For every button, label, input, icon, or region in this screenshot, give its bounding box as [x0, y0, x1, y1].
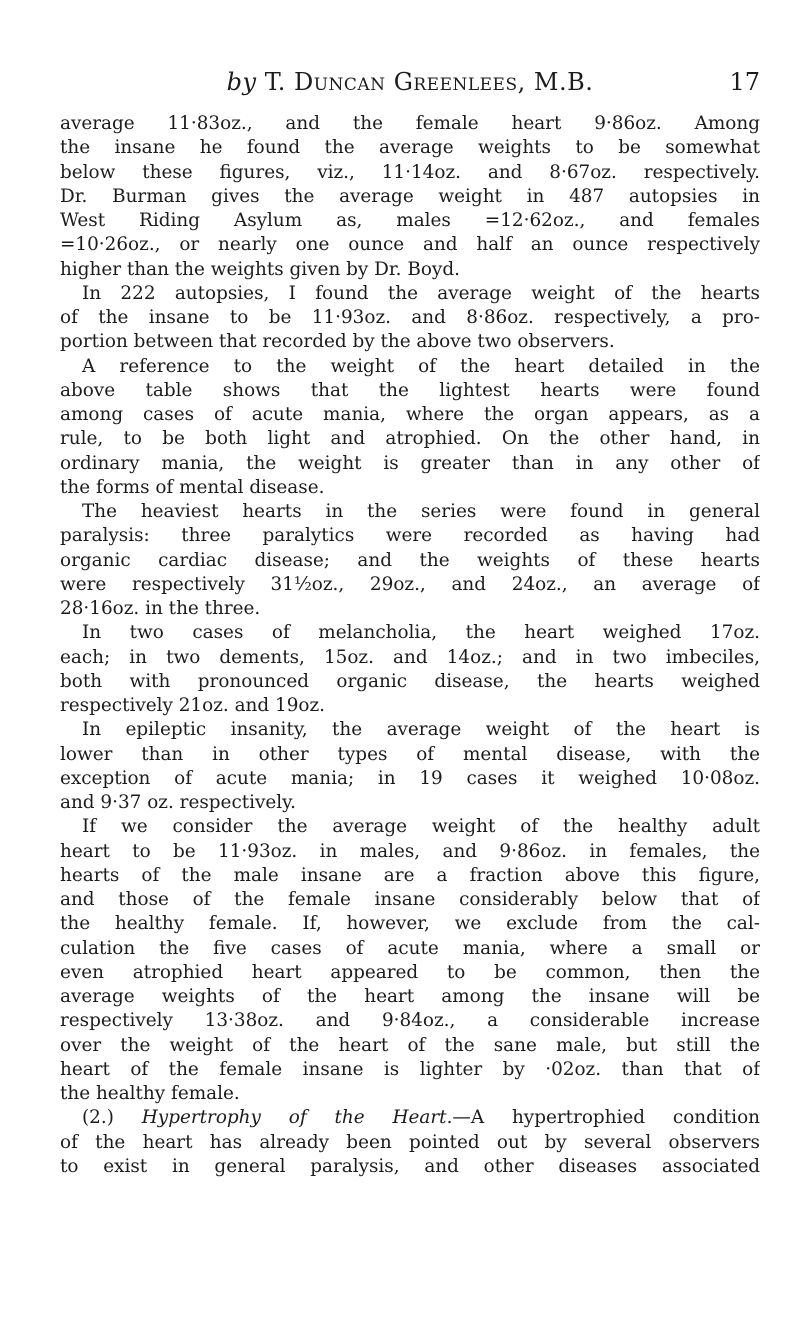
- header-title: [60, 68, 760, 96]
- header-author: T. Duncan Greenlees, M.B.: [264, 68, 594, 96]
- text-line: portion between that recorded by the above two observers.: [60, 331, 615, 353]
- text-line: even atrophied heart appeared to be common, then the: [60, 961, 760, 983]
- text-line: In two cases of melancholia, the heart weighed 17oz.: [82, 622, 760, 644]
- text-line: lower than in other types of mental disease, with the: [60, 743, 760, 765]
- text-line: In epileptic insanity, the average weight of the heart is: [82, 719, 760, 741]
- text-line: heart of the female insane is lighter by ·02oz. than that of: [60, 1058, 760, 1080]
- text-line: higher than the weights given by Dr. Boyd.: [60, 258, 460, 280]
- text-line: hearts of the male insane are a fraction above this figure,: [60, 864, 760, 886]
- text-line: organic cardiac disease; and the weights of these hearts: [60, 549, 760, 571]
- text-line: respectively 13·38oz. and 9·84oz., a considerable increase: [60, 1010, 760, 1032]
- text-line: were respectively 31½oz., 29oz., and 24oz., an average of: [60, 573, 760, 595]
- header-by: by: [226, 68, 257, 96]
- text-line: A reference to the weight of the heart detailed in the: [82, 355, 760, 377]
- text-line: and 9·37 oz. respectively.: [60, 792, 296, 813]
- text-line: over the weight of the heart of the sane male, but still the: [60, 1034, 760, 1056]
- text-line: paralysis: three paralytics were recorded as having had: [60, 525, 760, 547]
- text-line: 28·16oz. in the three.: [60, 598, 261, 619]
- text-line: average weights of the heart among the insane will be: [60, 986, 760, 1007]
- text-line: West Riding Asylum as, males =12·62oz., and females: [60, 210, 760, 231]
- text-line: heart to be 11·93oz. in males, and 9·86oz. in females, the: [60, 840, 760, 862]
- text-line: The heaviest hearts in the series were found in general: [82, 501, 760, 522]
- text-line: the healthy female.: [60, 1083, 240, 1104]
- text-line: the healthy female. If, however, we exclude from the cal-: [60, 913, 760, 935]
- text-line: =10·26oz., or nearly one ounce and half an ounce respectively: [60, 234, 760, 256]
- text-line: of the insane to be 11·93oz. and 8·86oz. respectively, a pro-: [60, 307, 760, 328]
- text-line: both with pronounced organic disease, the hearts weighed: [60, 670, 760, 692]
- text-line: Dr. Burman gives the average weight in 487 autopsies in: [60, 185, 760, 207]
- body-text: [60, 112, 760, 1179]
- text-line: above table shows that the lightest hearts were found: [60, 379, 760, 401]
- text-line: below these figures, viz., 11·14oz. and 8·67oz. respectively.: [60, 161, 760, 183]
- section-heading: Hypertrophy of the Heart.: [141, 1107, 453, 1129]
- text-line: In 222 autopsies, I found the average weight of the hearts: [82, 282, 760, 304]
- text-line: among cases of acute mania, where the organ appears, as a: [60, 404, 760, 425]
- line-segment: (2.): [82, 1107, 142, 1129]
- text-line: ordinary mania, the weight is greater than in any other of: [60, 452, 760, 474]
- text-line: culation the five cases of acute mania, where a small or: [60, 937, 760, 959]
- text-line: exception of acute mania; in 19 cases it weighed 10·08oz.: [60, 767, 760, 789]
- text-line: [60, 1106, 760, 1130]
- text-line: to exist in general paralysis, and other diseases associated: [60, 1155, 760, 1177]
- line-segment: —A hypertrophied condition: [452, 1107, 760, 1129]
- page-number: 17: [729, 68, 760, 96]
- text-line: each; in two dements, 15oz. and 14oz.; and in two imbeciles,: [60, 646, 760, 668]
- text-line: rule, to be both light and atrophied. On the other hand, in: [60, 428, 760, 450]
- text-line: If we consider the average weight of the healthy adult: [82, 816, 760, 838]
- text-line: and those of the female insane considerably below that of: [60, 889, 760, 910]
- running-header: [60, 68, 760, 104]
- text-line: of the heart has already been pointed out by several observers: [60, 1131, 760, 1153]
- text-line: respectively 21oz. and 19oz.: [60, 695, 326, 716]
- text-line: the insane he found the average weights to be somewhat: [60, 137, 760, 159]
- text-line: average 11·83oz., and the female heart 9·86oz. Among: [60, 113, 760, 134]
- text-line: the forms of mental disease.: [60, 476, 325, 498]
